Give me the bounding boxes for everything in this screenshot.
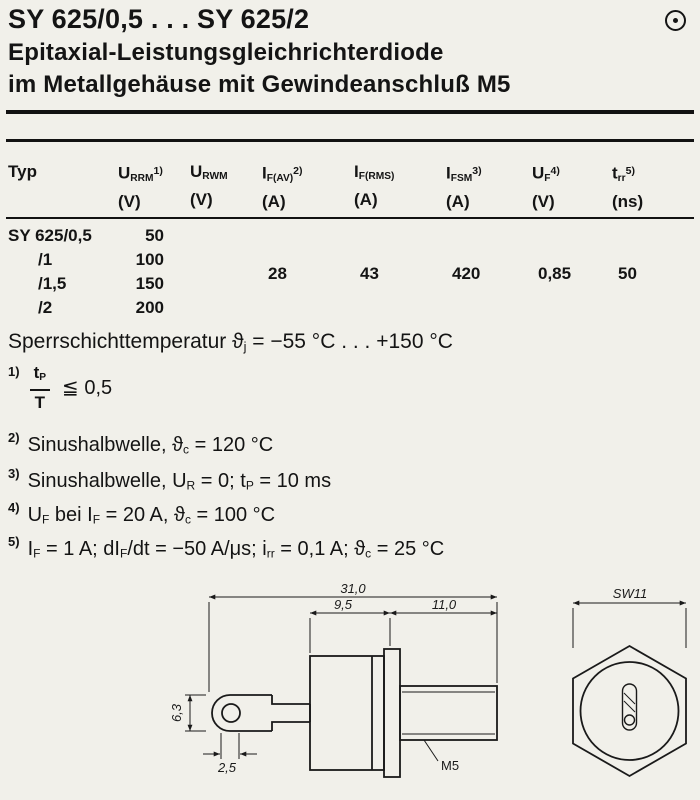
threaded-stud — [400, 686, 497, 740]
col-header-ifav: IF(AV)$^{2)}$ (A) — [262, 163, 303, 211]
footnote-4: $^{4)}$ UF bei IF = 20 A, ϑc = 100 °C — [8, 500, 276, 527]
footnote-4-marker: 4) — [8, 500, 20, 515]
urrm-column — [118, 226, 190, 322]
circle-dot-icon-center — [673, 18, 678, 23]
trr-value: 50 — [618, 264, 637, 283]
hex-nut-outline — [573, 646, 686, 776]
urrm-value: 50 — [145, 226, 164, 245]
m5-leader-line — [424, 740, 438, 761]
col-header-trr: trr$^{5)}$ (ns) — [612, 163, 644, 211]
theta-symbol: ϑ — [232, 330, 244, 353]
urrm-value: 200 — [135, 298, 164, 317]
theta-symbol: ϑ — [354, 538, 366, 560]
col-header-typ — [8, 160, 118, 213]
table-row-typ: /2 — [38, 298, 53, 317]
thread-label: M5 — [441, 758, 460, 773]
footnote-1-condition: ≦ 0,5 — [62, 377, 113, 400]
wrench-size-label: SW11 — [612, 586, 648, 601]
footnote-5: $^{5)}$ IF = 1 A; dIF/dt = −50 A/μs; irr = 0,1 A; ϑc = 25 °C — [8, 534, 445, 561]
col-header-ifsm: IFSM$^{3)}$ (A) — [446, 163, 482, 211]
technical-drawing — [0, 580, 700, 800]
end-view-dimensions — [573, 603, 686, 648]
subtitle-line-2: im Metallgehäuse mit Gewindeanschluß M5 — [8, 71, 511, 98]
lead-shaft — [272, 695, 310, 731]
footnote-2-marker: 2) — [8, 430, 20, 445]
col-header-urwm: URWM (V) — [190, 162, 228, 210]
flange — [384, 649, 400, 777]
col-header-ifrms: IF(RMS) (A) — [354, 162, 395, 210]
junction-temperature-line: Sperrschichttemperatur ϑj = −55 °C . . . +150 °C — [8, 330, 453, 354]
dim-overall-label: 31,0 — [340, 581, 366, 596]
urrm-value: 150 — [135, 274, 164, 293]
table-row-typ: SY 625/0,5 — [8, 226, 92, 245]
dim-hole-label: 2,5 — [217, 760, 237, 775]
col-header-urrm: URRM$^{1)}$ (V) — [118, 163, 163, 211]
table-row-typ: /1 — [38, 250, 53, 269]
lug-outline — [212, 695, 272, 731]
col-header-uf: UF$^{4)}$ (V) — [532, 163, 560, 211]
urrm-value: 100 — [135, 250, 164, 269]
theta-symbol: ϑ — [172, 434, 184, 456]
dim-lug-height-label: 6,3 — [169, 703, 184, 723]
horizontal-rule-thick — [6, 110, 694, 114]
dim-body-label: 9,5 — [333, 597, 353, 612]
ifsm-value: 420 — [452, 264, 481, 283]
ifav-value: 28 — [268, 264, 287, 283]
lug-hole — [222, 704, 240, 722]
footnote-2: $^{2)}$ Sinushalbwelle, ϑc = 120 °C — [8, 430, 274, 457]
slot-hole — [625, 715, 635, 725]
typ-column — [8, 226, 118, 322]
urwm-column-empty — [190, 226, 262, 322]
theta-symbol: ϑ — [174, 504, 185, 526]
uf-value: 0,85 — [538, 264, 572, 283]
footnote-1-marker: 1) — [8, 364, 20, 379]
table-body — [8, 226, 692, 322]
col-header-typ-label: Typ — [8, 162, 37, 181]
footnote-3: $^{3)}$ Sinushalbwelle, UR = 0; tP = 10 ms — [8, 466, 332, 493]
dim-stud-label: 11,0 — [431, 597, 457, 612]
circle-dot-icon — [665, 10, 686, 31]
table-row-typ: /1,5 — [38, 274, 67, 293]
footnote-1 — [8, 362, 112, 413]
side-view-dimensions — [185, 597, 497, 761]
end-view — [573, 646, 686, 776]
table-header-row — [8, 160, 692, 213]
body-circle — [581, 662, 679, 760]
footnote-5-marker: 5) — [8, 534, 20, 549]
duty-cycle-fraction: $\frac{tP}{T}$ — [30, 362, 50, 413]
footnote-3-marker: 3) — [8, 466, 20, 481]
table-header-rule — [6, 217, 694, 219]
subtitle-line-1: Epitaxial-Leistungsgleichrichterdiode — [8, 39, 444, 66]
ifrms-value: 43 — [360, 264, 379, 283]
horizontal-rule-medium — [6, 139, 694, 142]
page-subtitle — [8, 37, 511, 101]
page-title: SY 625/0,5 . . . SY 625/2 — [8, 4, 310, 34]
